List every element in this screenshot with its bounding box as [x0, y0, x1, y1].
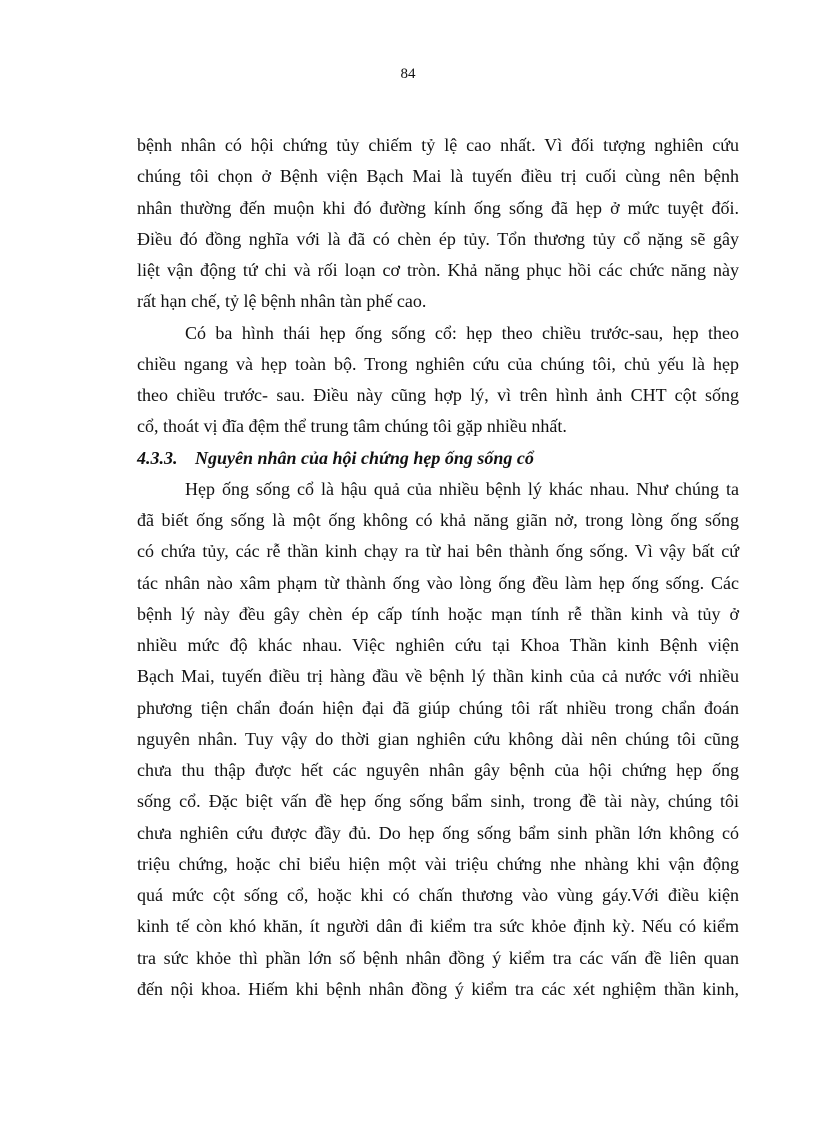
document-body	[137, 130, 739, 1005]
text-line: triệu chứng, hoặc chỉ biểu hiện một vài triệu chứng nhe nhàng khi vận động	[137, 853, 739, 874]
text-line: chưa thu thập được hết các nguyên nhân gây bệnh của hội chứng hẹp ống	[137, 760, 739, 780]
text-line: Điều đó đồng nghĩa với là đã có chèn ép tủy. Tổn thương tủy cổ nặng sẽ gây	[137, 228, 739, 249]
text-line: có chứa tủy, các rễ thần kinh chạy ra từ hai bên thành ống sống. Vì vậy bất cứ	[137, 541, 739, 562]
text-line: Hẹp ống sống cổ là hậu quả của nhiều bệnh lý khác nhau. Như chúng ta	[185, 478, 739, 499]
paragraph-3	[137, 474, 739, 1005]
text-line: tác nhân nào xâm phạm từ thành ống vào lòng ống đều làm hẹp ống sống. Các	[137, 572, 739, 593]
text-line: cổ, thoát vị đĩa đệm thể trung tâm chúng tôi gặp nhiều nhất.	[137, 416, 567, 437]
paragraph-2	[137, 318, 739, 443]
text-line: chiều ngang và hẹp toàn bộ. Trong nghiên cứu của chúng tôi, chủ yếu là hẹp	[137, 353, 739, 374]
text-line: phương tiện chẩn đoán hiện đại đã giúp chúng tôi rất nhiều trong chẩn đoán	[137, 697, 739, 718]
text-line: nhân thường đến muộn khi đó đường kính ống sống đã hẹp ở mức tuyệt đối.	[137, 197, 739, 218]
text-line: đến nội khoa. Hiếm khi bệnh nhân đồng ý kiểm tra các xét nghiệm thần kinh,	[137, 978, 739, 999]
text-line: theo chiều trước- sau. Điều này cũng hợp lý, vì trên hình ảnh CHT cột sống	[137, 385, 739, 405]
text-line: bệnh nhân có hội chứng tủy chiếm tỷ lệ cao nhất. Vì đối tượng nghiên cứu	[137, 135, 739, 155]
text-line: sống cổ. Đặc biệt vấn đề hẹp ống sống bẩm sinh, trong đề tài này, chúng tôi	[137, 791, 739, 812]
text-line: nhiều mức độ khác nhau. Việc nghiên cứu tại Khoa Thần kinh Bệnh viện	[137, 635, 739, 655]
text-line: rất hạn chế, tỷ lệ bệnh nhân tàn phế cao.	[137, 291, 427, 312]
text-line: tra sức khỏe thì phần lớn số bệnh nhân đồng ý kiểm tra các vấn đề liên quan	[137, 947, 739, 968]
text-line: chúng tôi chọn ở Bệnh viện Bạch Mai là tuyến điều trị cuối cùng nên bệnh	[137, 166, 739, 187]
section-heading	[137, 443, 739, 474]
section-number: 4.3.3.	[137, 447, 178, 468]
text-line: kinh tế còn khó khăn, ít người dân đi kiểm tra sức khỏe định kỳ. Nếu có kiểm	[137, 916, 739, 937]
page-number: 84	[400, 66, 416, 82]
text-line: bệnh lý này đều gây chèn ép cấp tính hoặc mạn tính rễ thần kinh và tủy ở	[137, 603, 739, 624]
text-line: liệt vận động tứ chi và rối loạn cơ tròn. Khả năng phục hồi các chức năng này	[137, 260, 739, 280]
paragraph-1	[137, 130, 739, 318]
text-line: Bạch Mai, tuyến điều trị hàng đầu về bệnh lý thần kinh của cả nước với nhiều	[137, 666, 739, 687]
text-line: quá mức cột sống cổ, hoặc khi có chấn thương vào vùng gáy.Với điều kiện	[137, 885, 739, 905]
text-line: chưa nghiên cứu được đầy đủ. Do hẹp ống sống bẩm sinh phần lớn không có	[137, 822, 739, 843]
section-title: Nguyên nhân của hội chứng hẹp ống sống cổ	[195, 447, 534, 468]
text-line: Có ba hình thái hẹp ống sống cổ: hẹp theo chiều trước-sau, hẹp theo	[185, 322, 739, 343]
text-line: nguyên nhân. Tuy vậy do thời gian nghiên cứu không dài nên chúng tôi cũng	[137, 728, 739, 749]
text-line: đã biết ống sống là một ống không có khả năng giãn nở, trong lòng ống sống	[137, 510, 739, 530]
